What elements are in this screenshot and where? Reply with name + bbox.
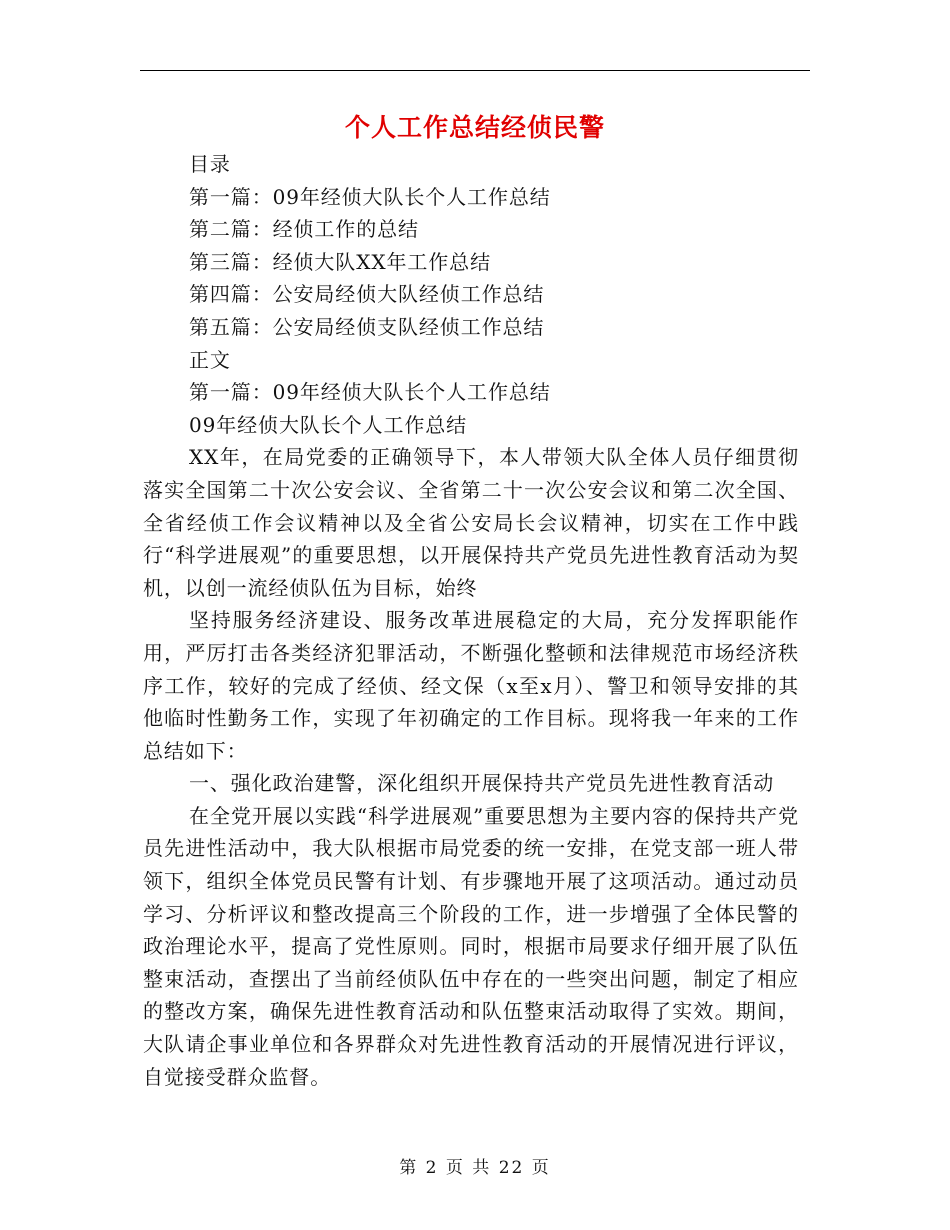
paragraph-2: 坚持服务经济建设、服务改革进展稳定的大局，充分发挥职能作用，严厉打击各类经济犯罪活动，不断强化整顿和法律规范市场经济秩序工作，较好的完成了经侦、经文保（x至x月）、警卫和领导安排的其他临时性勤务工作，实现了年初确定的工作目标。现将我一年来的工作总结如下： bbox=[143, 608, 799, 763]
chapter-subtitle: 09年经侦大队长个人工作总结 bbox=[189, 412, 468, 437]
section-heading-1: 一、强化政治建警，深化组织开展保持共产党员先进性教育活动 bbox=[189, 771, 775, 796]
toc-item-5: 第五篇：公安局经侦支队经侦工作总结 bbox=[189, 314, 545, 339]
body-heading: 正文 bbox=[189, 347, 231, 372]
toc-item-4: 第四篇：公安局经侦大队经侦工作总结 bbox=[189, 282, 545, 307]
chapter-heading: 第一篇：09年经侦大队长个人工作总结 bbox=[189, 380, 551, 405]
header-rule bbox=[140, 70, 810, 71]
toc-item-2: 第二篇：经侦工作的总结 bbox=[189, 217, 419, 242]
page-footer: 第 2 页 共 22 页 bbox=[399, 1158, 551, 1178]
paragraph-1: XX年，在局党委的正确领导下，本人带领大队全体人员仔细贯彻落实全国第二十次公安会议、全省第二十一次公安会议和第二次全国、全省经侦工作会议精神以及全省公安局长会议精神，切实在工作中践行“科学进展观”的重要思想，以开展保持共产党员先进性教育活动为契机，以创一流经侦队伍为目标，始终 bbox=[143, 445, 799, 600]
toc-item-1: 第一篇：09年经侦大队长个人工作总结 bbox=[189, 184, 551, 209]
paragraph-3: 在全党开展以实践“科学进展观”重要思想为主要内容的保持共产党员先进性活动中，我大队根据市局党委的统一安排，在党支部一班人带领下，组织全体党员民警有计划、有步骤地开展了这项活动。通过动员学习、分析评议和整改提高三个阶段的工作，进一步增强了全体民警的政治理论水平，提高了党性原则。同时，根据市局要求仔细开展了队伍整束活动，查摆出了当前经侦队伍中存在的一些突出问题，制定了相应的整改方案，确保先进性教育活动和队伍整束活动取得了实效。期间，大队请企事业单位和各界群众对先进性教育活动的开展情况进行评议，自觉接受群众监督。 bbox=[143, 803, 799, 1089]
toc-heading: 目录 bbox=[189, 152, 231, 176]
toc-item-3: 第三篇：经侦大队XX年工作总结 bbox=[189, 249, 491, 274]
document-body bbox=[143, 148, 799, 1093]
document-title: 个人工作总结经侦民警 bbox=[344, 113, 605, 142]
